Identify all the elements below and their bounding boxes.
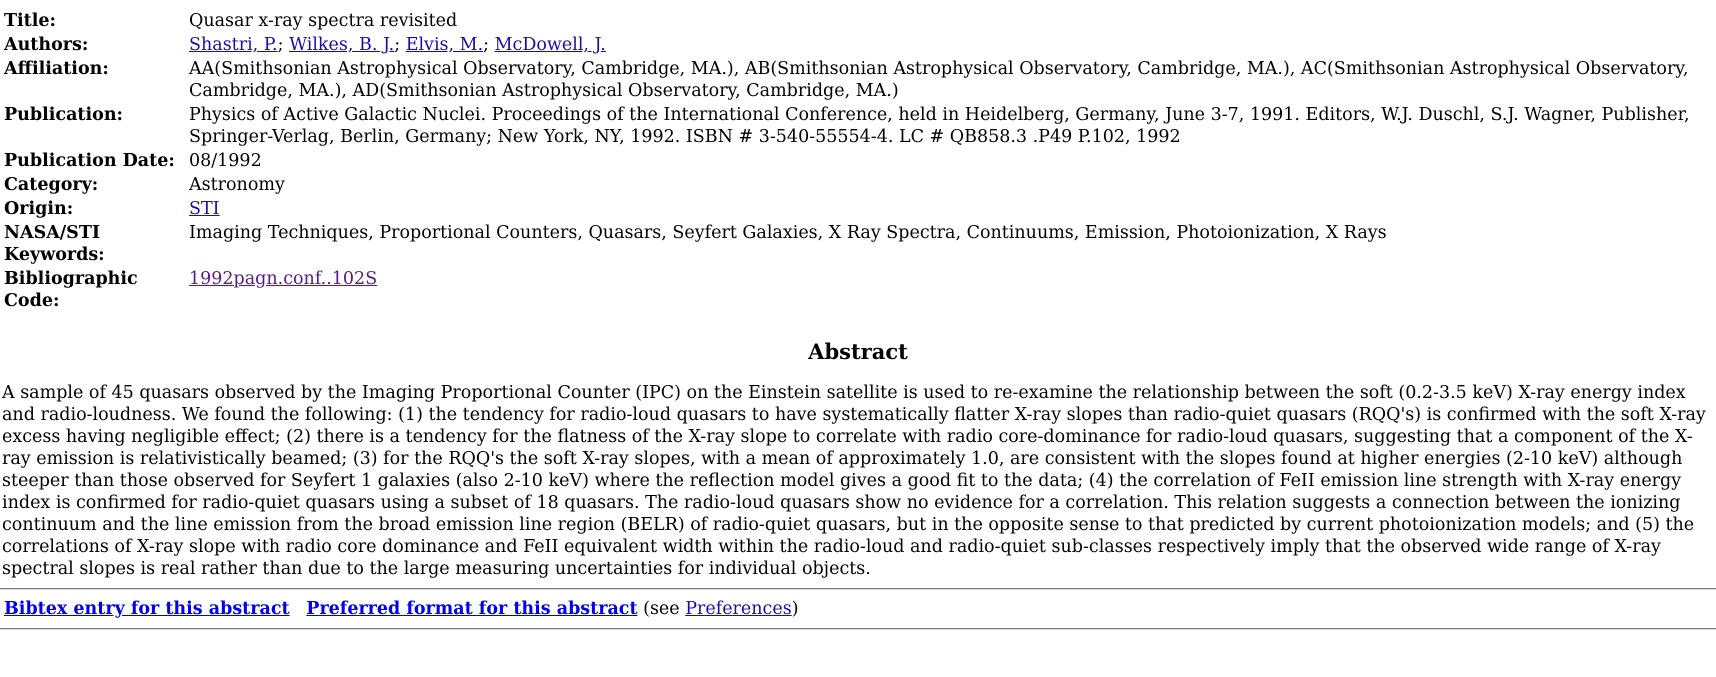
- affiliation-value: AA(Smithsonian Astrophysical Observatory, Cambridge, MA.), AB(Smithsonian Astrophysical Observatory, Cambridge, MA.), AC(Smithsonian Astrophysical Observatory, Cambridge, MA.), AD(Smithsonian Astrophysical Observatory, Cambridge, MA.): [189, 59, 1689, 101]
- authors-label: Authors:: [4, 35, 89, 55]
- bibcode-link[interactable]: 1992pagn.conf..102S: [189, 269, 378, 289]
- bibcode-row: [2, 267, 1716, 313]
- origin-value: [187, 197, 1716, 221]
- keywords-label: NASA/STI Keywords:: [4, 223, 105, 265]
- pubdate-row: [2, 149, 1716, 173]
- author-link[interactable]: Shastri, P.: [189, 35, 278, 55]
- affiliation-label: Affiliation:: [4, 59, 109, 79]
- publication-label: Publication:: [4, 105, 123, 125]
- title-value: Quasar x-ray spectra revisited: [189, 11, 458, 31]
- abstract-links: [4, 598, 1716, 620]
- origin-label: Origin:: [4, 199, 74, 219]
- bibcode-label: Bibliographic Code:: [4, 269, 138, 311]
- abstract-text: A sample of 45 quasars observed by the Imaging Proportional Counter (IPC) on the Einstein satellite is used to re-examine the relationship between the soft (0.2-3.5 keV) X-ray energy index and radio-loudness. We found the following: (1) the tendency for radio-loud quasars to have systematically flatter X-ray slopes than radio-quiet quasars (RQQ's) is confirmed with the soft X-ray excess having negligible effect; (2) there is a tendency for the flatness of the X-ray slope to correlate with radio core-dominance for radio-loud quasars, suggesting that a component of the X-ray emission is relativistically beamed; (3) for the RQQ's the soft X-ray slopes, with a mean of approximately 1.0, are consistent with the slopes found at higher energies (2-10 keV) although steeper than those observed for Seyfert 1 galaxies (also 2-10 keV) where the reflection model gives a good fit to the data; (4) the correlation of FeII emission line strength with X-ray energy index is confirmed for radio-quiet quasars using a subset of 18 quasars. The radio-loud quasars show no evidence for a correlation. This relation suggests a connection between the ionizing continuum and the line emission from the broad emission line region (BELR) of radio-quiet quasars, but in the opposite sense to that predicted by current photoionization models; and (5) the correlations of X-ray slope with radio core dominance and FeII equivalent width within the radio-loud and radio-quiet sub-classes respectively imply that the observed wide range of X-ray spectral slopes is real rather than due to the large measuring uncertainties for individual objects.: [2, 383, 1706, 579]
- see-text-close: ): [791, 599, 799, 619]
- keywords-value: Imaging Techniques, Proportional Counters, Quasars, Seyfert Galaxies, X Ray Spectra, Continuums, Emission, Photoionization, X Rays: [189, 223, 1387, 243]
- category-value: Astronomy: [189, 175, 285, 195]
- bibcode-value: [187, 267, 1716, 313]
- see-text-open: (see: [643, 599, 686, 619]
- author-link[interactable]: Wilkes, B. J.: [289, 35, 395, 55]
- divider-top: [0, 588, 1716, 590]
- affiliation-row: [2, 57, 1716, 103]
- preferences-link[interactable]: Preferences: [685, 599, 792, 619]
- origin-link[interactable]: STI: [189, 199, 220, 219]
- origin-row: [2, 197, 1716, 221]
- publication-row: [2, 103, 1716, 149]
- title-label: Title:: [4, 11, 56, 31]
- bibtex-link[interactable]: Bibtex entry for this abstract: [4, 599, 290, 619]
- category-row: [2, 173, 1716, 197]
- pubdate-label: Publication Date:: [4, 151, 175, 171]
- authors-value: Shastri, P.; Wilkes, B. J.; Elvis, M.; McDowell, J.: [189, 35, 606, 55]
- category-label: Category:: [4, 175, 99, 195]
- title-row: [2, 9, 1716, 33]
- pubdate-value: 08/1992: [189, 151, 262, 171]
- metadata-table: [2, 9, 1716, 313]
- keywords-row: [2, 221, 1716, 267]
- publication-value: Physics of Active Galactic Nuclei. Proceedings of the International Conference, held in Heidelberg, Germany, June 3-7, 1991. Editors, W.J. Duschl, S.J. Wagner, Publisher, Springer-Verlag, Berlin, Germany; New York, NY, 1992. ISBN # 3-540-55554-4. LC # QB858.3 .P49 P.102, 1992: [189, 105, 1690, 147]
- preferred-format-link[interactable]: Preferred format for this abstract: [306, 599, 638, 619]
- author-link[interactable]: Elvis, M.: [405, 35, 484, 55]
- author-link[interactable]: McDowell, J.: [494, 35, 606, 55]
- authors-row: [2, 33, 1716, 57]
- divider-bottom: [0, 628, 1716, 630]
- abstract-heading: Abstract: [808, 339, 908, 364]
